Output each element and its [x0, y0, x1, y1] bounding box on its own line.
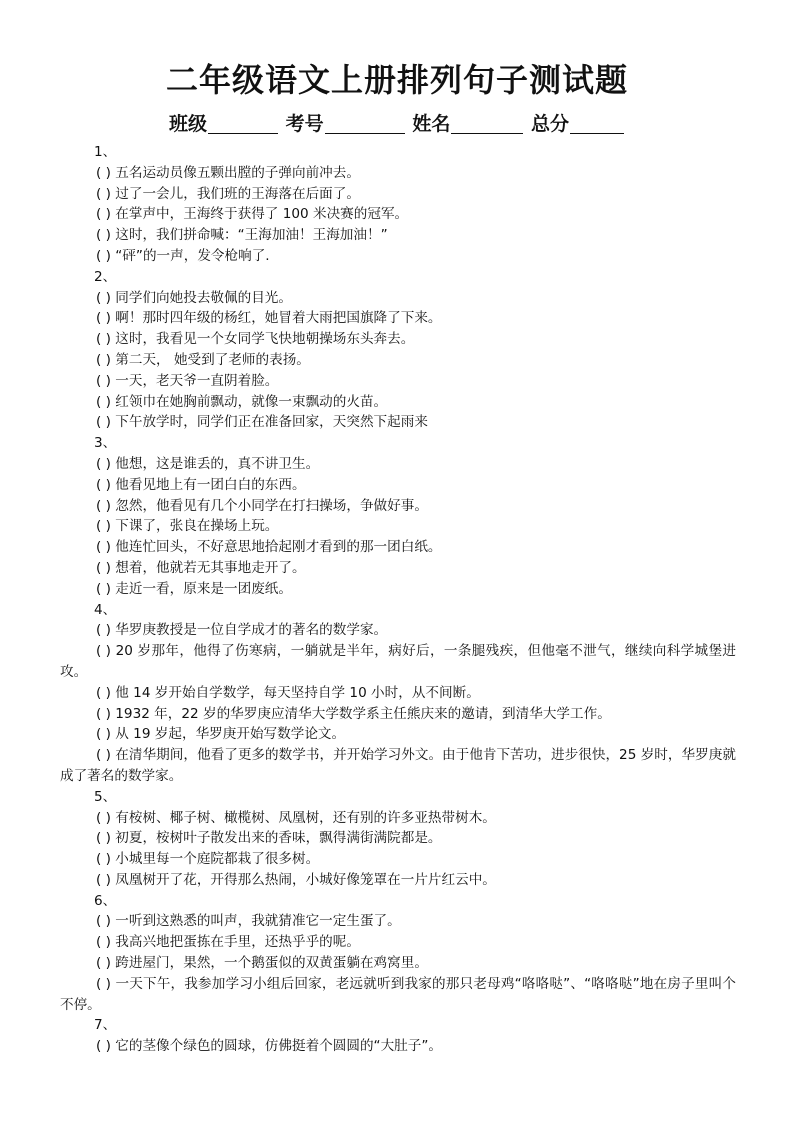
answer-blank-parentheses[interactable]: ( ) — [96, 830, 111, 847]
sentence-item — [60, 953, 736, 974]
answer-blank-parentheses[interactable]: ( ) — [96, 331, 111, 348]
sentence-text: 一听到这熟悉的叫声，我就猜准它一定生蛋了。 — [115, 913, 401, 930]
sentence-item — [60, 724, 736, 745]
sentence-text: 在掌声中，王海终于获得了 100 米决赛的冠军。 — [115, 206, 409, 223]
answer-blank-parentheses[interactable]: ( ) — [96, 643, 111, 660]
sentence-item — [60, 246, 736, 267]
answer-blank-parentheses[interactable]: ( ) — [96, 164, 111, 181]
sentence-text: 想着，他就若无其事地走开了。 — [115, 559, 306, 576]
answer-blank-parentheses[interactable]: ( ) — [96, 518, 111, 535]
sentence-item — [60, 911, 736, 932]
page-title: 二年级语文上册排列句子测试题 — [165, 61, 628, 99]
sentence-text: 第二天， 她受到了老师的表扬。 — [115, 351, 310, 368]
sentence-text: 同学们向她投去敬佩的目光。 — [115, 289, 292, 306]
sentence-item — [60, 704, 736, 725]
sentence-item — [60, 288, 736, 309]
sentence-item — [60, 808, 736, 829]
sentence-item — [60, 204, 736, 225]
sentence-item — [60, 828, 736, 849]
sentence-item — [60, 932, 736, 953]
answer-blank-parentheses[interactable]: ( ) — [96, 497, 111, 514]
sentence-item — [60, 496, 736, 517]
sentence-text: 一天，老天爷一直阴着脸。 — [115, 372, 279, 389]
sentence-item — [60, 184, 736, 205]
sentence-item — [60, 329, 736, 350]
sentence-text: 啊！那时四年级的杨红，她冒着大雨把国旗降了下来。 — [115, 310, 442, 327]
answer-blank-parentheses[interactable]: ( ) — [96, 372, 111, 389]
sentence-item — [60, 225, 736, 246]
question-number: 1、 — [94, 144, 117, 160]
answer-blank-parentheses[interactable]: ( ) — [96, 310, 111, 327]
answer-blank-parentheses[interactable]: ( ) — [96, 809, 111, 826]
question-number: 7、 — [94, 1017, 117, 1034]
sentence-text: 忽然，他看见有几个小同学在打扫操场，争做好事。 — [115, 497, 428, 514]
sentence-item — [60, 163, 736, 184]
answer-blank-parentheses[interactable]: ( ) — [96, 351, 111, 368]
question-number: 6、 — [94, 892, 117, 909]
answer-blank-parentheses[interactable]: ( ) — [96, 476, 111, 493]
answer-blank-parentheses[interactable]: ( ) — [96, 726, 111, 743]
sentence-item — [60, 745, 736, 787]
score-label: 总分 — [530, 113, 569, 135]
answer-blank-parentheses[interactable]: ( ) — [96, 185, 111, 202]
question-number: 2、 — [94, 268, 117, 285]
answer-blank-parentheses[interactable]: ( ) — [96, 913, 111, 930]
sentence-text: 20 岁那年，他得了伤寒病，一躺就是半年，病好后，一条腿残疾，但他毫不泄气，继续向科学城堡进攻。 — [60, 643, 736, 680]
sentence-text: 小城里每一个庭院都栽了很多树。 — [115, 851, 320, 868]
question-number: 4、 — [94, 601, 117, 618]
sentence-text: 初夏，桉树叶子散发出来的香味，飘得满街满院都是。 — [115, 830, 442, 847]
sentence-item — [60, 558, 736, 579]
sentence-text: 跨进屋门，果然，一个鹅蛋似的双黄蛋躺在鸡窝里。 — [115, 955, 428, 972]
answer-blank-parentheses[interactable]: ( ) — [96, 559, 111, 576]
answer-blank-parentheses[interactable]: ( ) — [96, 247, 111, 264]
sentence-item — [60, 579, 736, 600]
sentence-item — [60, 475, 736, 496]
questions-list — [60, 142, 736, 1057]
sentence-text: 他 14 岁开始自学数学，每天坚持自学 10 小时，从不间断。 — [115, 684, 480, 701]
sentence-text: 凤凰树开了花，开得那么热闹，小城好像笼罩在一片片红云中。 — [115, 871, 496, 888]
sentence-text: 1932 年，22 岁的华罗庚应清华大学数学系主任熊庆来的邀请，到清华大学工作。 — [115, 705, 611, 722]
answer-blank-parentheses[interactable]: ( ) — [96, 455, 111, 472]
answer-blank-parentheses[interactable]: ( ) — [96, 934, 111, 951]
answer-blank-parentheses[interactable]: ( ) — [96, 705, 111, 722]
sentence-text: 他想，这是谁丢的，真不讲卫生。 — [115, 455, 320, 472]
sentence-item — [60, 683, 736, 704]
sentence-item — [60, 454, 736, 475]
exam-number-blank — [325, 113, 405, 134]
sentence-item — [60, 1036, 736, 1057]
answer-blank-parentheses[interactable]: ( ) — [96, 622, 111, 639]
answer-blank-parentheses[interactable]: ( ) — [96, 289, 111, 306]
sentence-item — [60, 392, 736, 413]
sentence-text: “砰”的一声，发令枪响了. — [115, 247, 270, 264]
answer-blank-parentheses[interactable]: ( ) — [96, 851, 111, 868]
sentence-item — [60, 350, 736, 371]
sentence-text: 这时，我看见一个女同学飞快地朝操场东头奔去。 — [115, 331, 415, 348]
sentence-item — [60, 308, 736, 329]
answer-blank-parentheses[interactable]: ( ) — [96, 393, 111, 410]
sentence-text: 下午放学时，同学们正在准备回家，天突然下起雨来 — [115, 414, 428, 431]
sentence-item — [60, 870, 736, 891]
sentence-text: 他连忙回头，不好意思地拾起刚才看到的那一团白纸。 — [115, 539, 442, 556]
answer-blank-parentheses[interactable]: ( ) — [96, 539, 111, 556]
sentence-text: 在清华期间，他看了更多的数学书，并开始学习外文。由于他肯下苦功，进步很快，25 岁时，华罗庚就成了著名的数学家。 — [60, 747, 736, 784]
answer-blank-parentheses[interactable]: ( ) — [96, 414, 111, 431]
score-blank — [570, 113, 624, 134]
question-number: 5、 — [94, 788, 117, 805]
sentence-text: 走近一看，原来是一团废纸。 — [115, 580, 292, 597]
sentence-item — [60, 974, 736, 1016]
name-label: 姓名 — [412, 113, 451, 135]
sentence-text: 一天下午，我参加学习小组后回家，老远就听到我家的那只老母鸡“咯咯哒”、“咯咯哒”地在房子里叫个不停。 — [60, 975, 736, 1013]
sentence-text: 我高兴地把蛋拣在手里，还热乎乎的呢。 — [115, 934, 360, 951]
sentence-text: 这时，我们拼命喊：“王海加油！王海加油！” — [115, 227, 388, 244]
class-blank — [208, 113, 278, 134]
sentence-item — [60, 641, 736, 683]
sentence-text: 它的茎像个绿色的圆球，仿佛挺着个圆圆的“大肚子”。 — [115, 1038, 443, 1055]
answer-blank-parentheses[interactable]: ( ) — [96, 1038, 111, 1055]
answer-blank-parentheses[interactable]: ( ) — [96, 975, 111, 992]
question-number: 3、 — [94, 435, 117, 452]
sentence-item — [60, 516, 736, 537]
sentence-item — [60, 412, 736, 433]
answer-blank-parentheses[interactable]: ( ) — [96, 955, 111, 972]
answer-blank-parentheses[interactable]: ( ) — [96, 227, 111, 244]
sentence-text: 红领巾在她胸前飘动，就像一束飘动的火苗。 — [115, 393, 388, 410]
class-label: 班级 — [169, 113, 208, 135]
sentence-item — [60, 849, 736, 870]
answer-blank-parentheses[interactable]: ( ) — [96, 206, 111, 223]
sentence-text: 从 19 岁起，华罗庚开始写数学论文。 — [115, 726, 346, 743]
sentence-text: 五名运动员像五颗出膛的子弹向前冲去。 — [115, 164, 360, 181]
name-blank — [451, 113, 523, 134]
sentence-item — [60, 537, 736, 558]
exam-number-label: 考号 — [285, 113, 324, 135]
sentence-text: 有桉树、椰子树、橄榄树、凤凰树，还有别的许多亚热带树木。 — [115, 809, 496, 826]
sentence-item — [60, 620, 736, 641]
sentence-text: 他看见地上有一团白白的东西。 — [115, 476, 306, 493]
answer-blank-parentheses[interactable]: ( ) — [96, 871, 111, 888]
answer-blank-parentheses[interactable]: ( ) — [96, 684, 111, 701]
sentence-text: 过了一会儿，我们班的王海落在后面了。 — [115, 185, 360, 202]
sentence-text: 华罗庚教授是一位自学成才的著名的数学家。 — [115, 622, 388, 639]
student-info-line — [0, 111, 794, 137]
answer-blank-parentheses[interactable]: ( ) — [96, 747, 111, 764]
sentence-item — [60, 371, 736, 392]
sentence-text: 下课了，张良在操场上玩。 — [115, 518, 279, 535]
answer-blank-parentheses[interactable]: ( ) — [96, 580, 111, 597]
